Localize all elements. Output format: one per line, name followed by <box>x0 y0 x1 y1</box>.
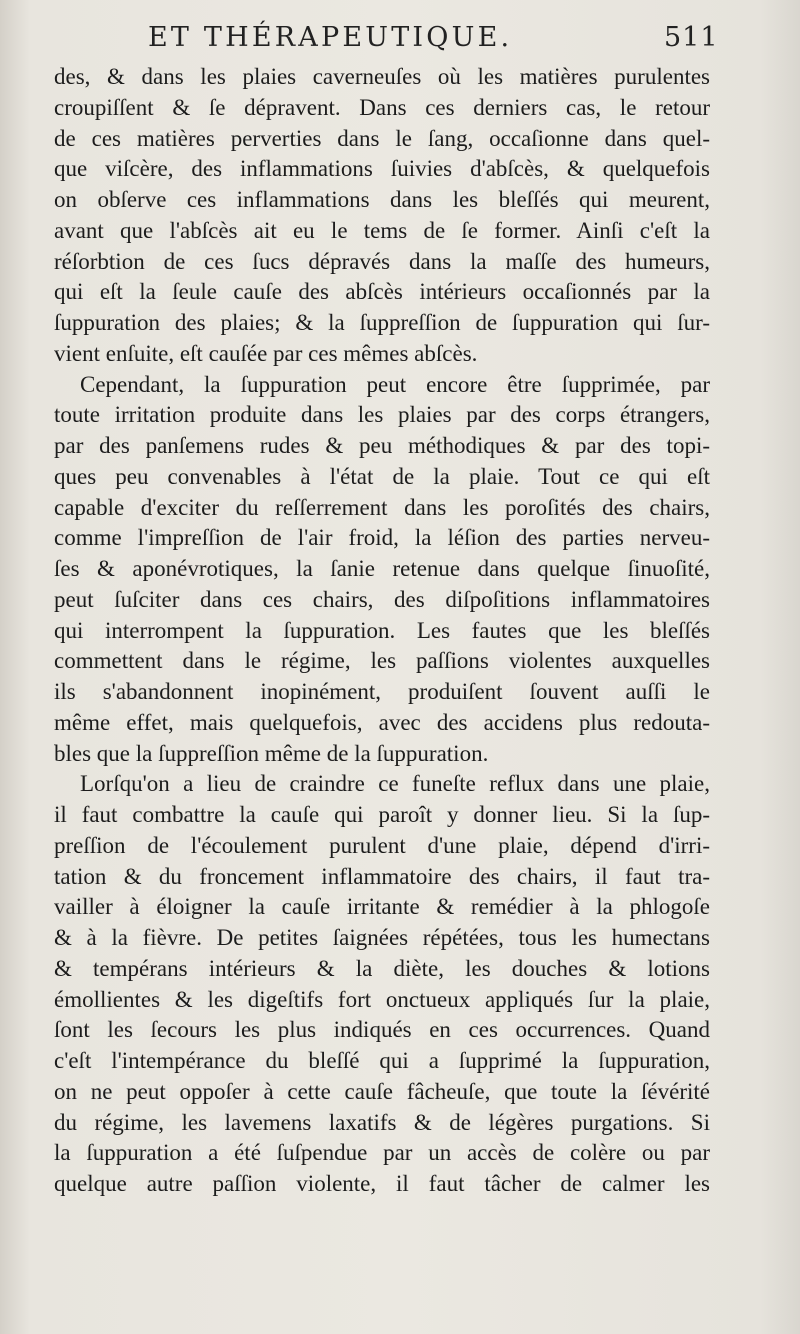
text-line: ſont les ſecours les plus indiqués en ces occurrences. Quand <box>54 1017 710 1043</box>
text-line: c'eſt l'intempérance du bleſſé qui a ſupprimé la ſuppuration, <box>54 1048 710 1073</box>
text-line: preſſion de l'écoulement purulent d'une plaie, dépend d'irri- <box>54 832 710 858</box>
text-line: avant que l'abſcès ait eu le tems de ſe former. Ainſi c'eſt la <box>54 217 710 243</box>
paragraph-start-line: Lorſqu'on a lieu de craindre ce funeſte reflux dans une plaie, <box>80 771 710 797</box>
paragraph-start-line: Cependant, la ſuppuration peut encore être ſupprimée, par <box>80 371 710 397</box>
paragraph-end-line: bles que la ſuppreſſion même de la ſuppuration. <box>54 740 489 766</box>
text-line: commettent dans le régime, les paſſions violentes auxquelles <box>54 648 710 674</box>
text-line: de ces matières perverties dans le ſang, occaſionne dans quel- <box>54 125 710 151</box>
text-line: capable d'exciter du reſſerrement dans les poroſités des chairs, <box>54 494 710 520</box>
text-line: on ne peut oppoſer à cette cauſe fâcheuſe, que toute la ſévérité <box>54 1078 710 1104</box>
text-line: ſes & aponévrotiques, la ſanie retenue dans quelque ſinuoſité, <box>54 556 710 581</box>
text-line: des, & dans les plaies caverneuſes où les matières purulentes <box>54 64 710 89</box>
text-line: ques peu convenables à l'état de la plaie. Tout ce qui eſt <box>54 463 710 489</box>
text-line: toute irritation produite dans les plaies par des corps étrangers, <box>54 402 710 428</box>
running-head <box>0 22 800 62</box>
text-line: croupiſſent & ſe dépravent. Dans ces derniers cas, le retour <box>54 94 710 120</box>
text-line: que viſcère, des inflammations ſuivies d'abſcès, & quelquefois <box>54 156 710 182</box>
text-line: par des panſemens rudes & peu méthodiques & par des topi- <box>54 433 710 458</box>
text-line: qui interrompent la ſuppuration. Les fautes que les bleſſés <box>54 617 710 643</box>
body-text <box>54 62 710 1200</box>
text-line: réſorbtion de ces ſucs dépravés dans la maſſe des humeurs, <box>54 248 710 274</box>
text-line: même effet, mais quelquefois, avec des accidens plus redouta- <box>54 709 710 735</box>
text-line: il faut combattre la cauſe qui paroît y donner lieu. Si la ſup- <box>54 802 710 827</box>
text-line: qui eſt la ſeule cauſe des abſcès intérieurs occaſionnés par la <box>54 279 710 305</box>
text-line: peut ſuſciter dans ces chairs, des diſpoſitions inflammatoires <box>54 586 710 612</box>
text-line: quelque autre paſſion violente, il faut tâcher de calmer les <box>54 1171 710 1196</box>
text-line: du régime, les lavemens laxatifs & de légères purgations. Si <box>54 1109 710 1135</box>
text-line: ſuppuration des plaies; & la ſuppreſſion de ſuppuration qui ſur- <box>54 310 710 335</box>
text-line: ils s'abandonnent inopinément, produiſent ſouvent auſſi le <box>54 679 710 704</box>
text-line: comme l'impreſſion de l'air froid, la léſion des parties nerveu- <box>54 525 710 551</box>
text-line: & tempérans intérieurs & la diète, les douches & lotions <box>54 955 710 981</box>
page-number: 511 <box>664 22 719 53</box>
text-line: vailler à éloigner la cauſe irritante & remédier à la phlogoſe <box>54 894 710 920</box>
text-line: on obſerve ces inflammations dans les bleſſés qui meurent, <box>54 187 710 212</box>
text-line: tation & du froncement inflammatoire des chairs, il faut tra- <box>54 863 710 889</box>
paragraph-end-line: vient enſuite, eſt cauſée par ces mêmes abſcès. <box>54 340 478 366</box>
text-line: émollientes & les digeſtifs fort onctueux appliqués ſur la plaie, <box>54 986 710 1012</box>
text-line: la ſuppuration a été ſuſpendue par un accès de colère ou par <box>54 1140 710 1166</box>
text-line: & à la fièvre. De petites ſaignées répétées, tous les humectans <box>54 925 710 950</box>
running-title: ET THÉRAPEUTIQUE. <box>148 22 513 53</box>
